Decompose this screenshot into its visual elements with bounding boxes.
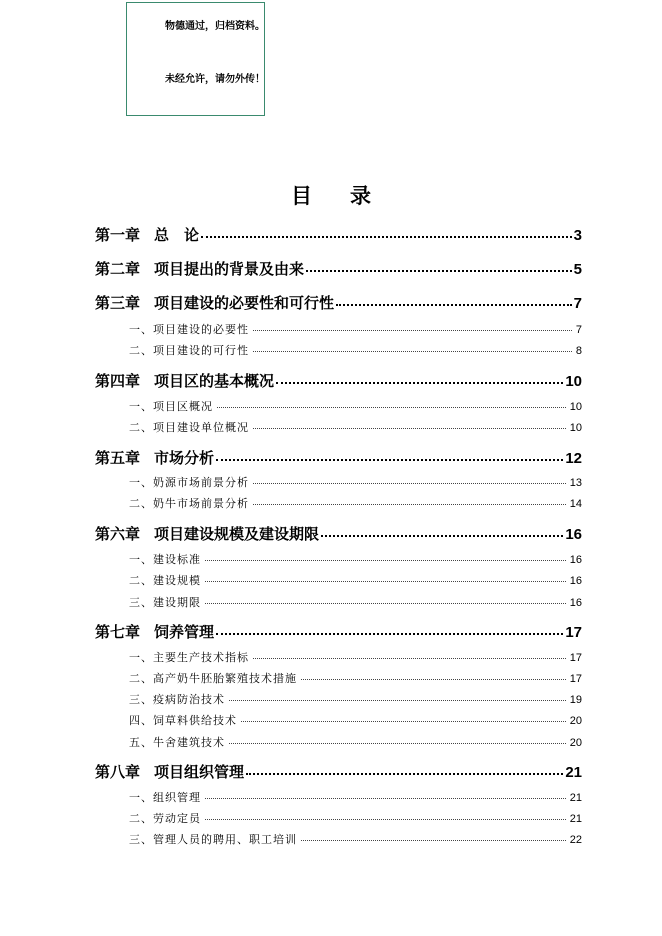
dot-leader [205, 560, 566, 561]
page-number: 16 [569, 597, 582, 609]
chapter-number: 第六章 [95, 525, 141, 543]
page-number: 5 [573, 261, 582, 278]
chapter-number: 第八章 [95, 763, 141, 781]
dot-leader [276, 382, 563, 384]
chapter-title: 项目组织管理 [154, 763, 245, 781]
toc-section-row [129, 572, 582, 586]
page-number: 13 [569, 477, 582, 489]
dot-leader [205, 798, 566, 799]
dot-leader [253, 483, 566, 484]
toc-section-row [129, 810, 582, 824]
page-number: 16 [569, 575, 582, 587]
toc-title: 目录 [291, 183, 409, 208]
chapter-number: 第一章 [95, 226, 141, 244]
chapter-number: 第二章 [95, 260, 141, 278]
dot-leader [205, 819, 566, 820]
chapter-title: 总 论 [154, 226, 200, 244]
toc-section-row [129, 342, 582, 356]
dot-leader [246, 773, 563, 775]
dot-leader [253, 658, 566, 659]
chapter-title: 项目建设规模及建设期限 [154, 525, 320, 543]
toc-chapter-row [95, 224, 582, 244]
toc-section-row [129, 474, 582, 488]
toc-section-row [129, 831, 582, 845]
page-number: 17 [569, 673, 582, 685]
toc-chapter-row [95, 258, 582, 278]
dot-leader [241, 721, 566, 722]
page-number: 12 [565, 450, 582, 467]
section-title: 三、疫病防治技术 [129, 693, 225, 706]
toc-chapter-row [95, 447, 582, 467]
dot-leader [217, 407, 566, 408]
chapter-title: 项目区的基本概况 [154, 372, 275, 390]
dot-leader [306, 270, 572, 272]
page-number: 21 [569, 792, 582, 804]
page-number: 17 [569, 652, 582, 664]
toc-section-row [129, 594, 582, 608]
toc-section-row [129, 398, 582, 412]
approval-stamp [126, 2, 265, 116]
dot-leader [205, 603, 566, 604]
page-number: 16 [565, 526, 582, 543]
dot-leader [301, 679, 566, 680]
section-title: 二、奶牛市场前景分析 [129, 497, 249, 510]
page-number: 3 [573, 227, 582, 244]
dot-leader [229, 700, 566, 701]
chapter-number: 第四章 [95, 372, 141, 390]
stamp-line-2: 未经允许，请勿外传！ [165, 74, 265, 85]
toc-chapter-row [95, 292, 582, 312]
chapter-title: 项目提出的背景及由来 [154, 260, 305, 278]
page-number: 19 [569, 694, 582, 706]
section-title: 一、组织管理 [129, 791, 201, 804]
toc-chapter-row [95, 621, 582, 641]
toc-section-row [129, 419, 582, 433]
section-title: 二、劳动定员 [129, 812, 201, 825]
page-number: 14 [569, 498, 582, 510]
toc-section-row [129, 670, 582, 684]
dot-leader [253, 330, 572, 331]
page-number: 21 [569, 813, 582, 825]
toc-chapter-row [95, 523, 582, 543]
dot-leader [253, 504, 566, 505]
page-number: 22 [569, 834, 582, 846]
page-number: 20 [569, 737, 582, 749]
section-title: 二、项目建设单位概况 [129, 421, 249, 434]
section-title: 一、主要生产技术指标 [129, 651, 249, 664]
section-title: 二、建设规模 [129, 574, 201, 587]
toc-section-row [129, 734, 582, 748]
section-title: 三、建设期限 [129, 596, 201, 609]
section-title: 一、项目建设的必要性 [129, 323, 249, 336]
page-number: 8 [575, 345, 582, 357]
section-title: 四、饲草料供给技术 [129, 714, 237, 727]
dot-leader [253, 428, 566, 429]
chapter-number: 第七章 [95, 623, 141, 641]
dot-leader [201, 236, 572, 238]
toc-chapter-row [95, 370, 582, 390]
section-title: 五、牛舍建筑技术 [129, 736, 225, 749]
page-number: 17 [565, 624, 582, 641]
toc-section-row [129, 712, 582, 726]
section-title: 一、项目区概况 [129, 400, 213, 413]
stamp-line-1: 物德通过，归档资料。 [165, 21, 265, 32]
toc-section-row [129, 321, 582, 335]
section-title: 三、管理人员的聘用、职工培训 [129, 833, 297, 846]
page-number: 10 [565, 373, 582, 390]
toc-section-row [129, 551, 582, 565]
section-title: 二、项目建设的可行性 [129, 344, 249, 357]
chapter-number: 第五章 [95, 449, 141, 467]
page-number: 21 [565, 764, 582, 781]
chapter-title: 项目建设的必要性和可行性 [154, 294, 335, 312]
toc-section-row [129, 495, 582, 509]
page-number: 10 [569, 422, 582, 434]
dot-leader [205, 581, 566, 582]
section-title: 一、建设标准 [129, 553, 201, 566]
dot-leader [301, 840, 566, 841]
page-number: 7 [575, 324, 582, 336]
toc-chapter-row [95, 761, 582, 781]
page-number: 7 [573, 295, 582, 312]
section-title: 一、奶源市场前景分析 [129, 476, 249, 489]
dot-leader [336, 304, 572, 306]
chapter-title: 市场分析 [154, 449, 215, 467]
toc-section-row [129, 789, 582, 803]
dot-leader [216, 459, 563, 461]
dot-leader [253, 351, 572, 352]
page-number: 20 [569, 715, 582, 727]
page-number: 10 [569, 401, 582, 413]
page-number: 16 [569, 554, 582, 566]
section-title: 二、高产奶牛胚胎繁殖技术措施 [129, 672, 297, 685]
dot-leader [216, 633, 563, 635]
toc-section-row [129, 649, 582, 663]
chapter-number: 第三章 [95, 294, 141, 312]
dot-leader [229, 743, 566, 744]
toc-section-row [129, 691, 582, 705]
chapter-title: 饲养管理 [154, 623, 215, 641]
dot-leader [321, 535, 563, 537]
